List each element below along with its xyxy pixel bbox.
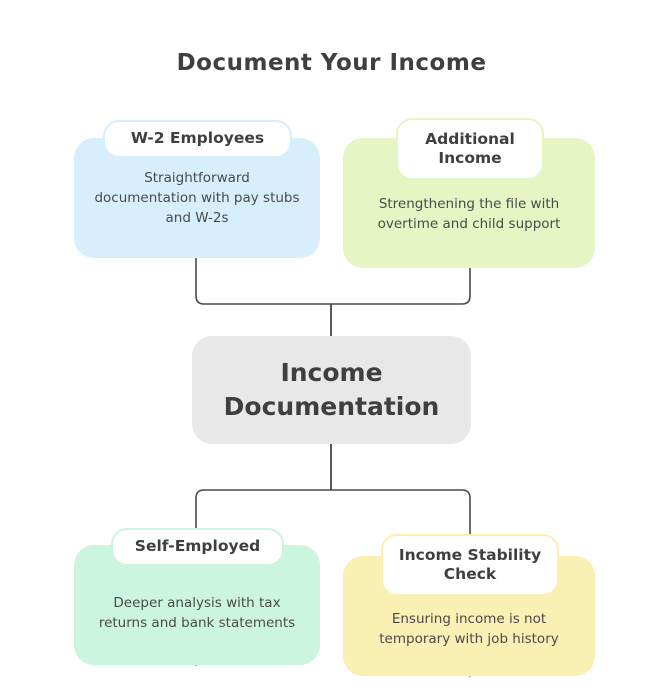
node-income-documentation-label: [224, 356, 440, 424]
node-income-stability-check-description: Ensuring income is not temporary with job history: [379, 610, 559, 647]
node-additional-income-description: Strengthening the file with overtime and child support: [377, 195, 561, 232]
node-self-employed-description: Deeper analysis with tax returns and bank statements: [98, 594, 296, 631]
node-income-stability-check-label[interactable]: Income Stability Check: [381, 534, 559, 596]
node-income-documentation[interactable]: [192, 336, 471, 444]
center-line-1: Income: [280, 358, 383, 388]
node-additional-income-label[interactable]: Additional Income: [396, 118, 544, 180]
node-self-employed-label[interactable]: Self-Employed: [111, 528, 284, 566]
center-line-2: Documentation: [223, 392, 440, 421]
node-w2-employees-description: Straightforward documentation with pay stubs and W-2s: [94, 169, 300, 227]
page-title: Document Your Income: [176, 50, 487, 76]
node-w2-employees-label[interactable]: W-2 Employees: [103, 120, 292, 158]
